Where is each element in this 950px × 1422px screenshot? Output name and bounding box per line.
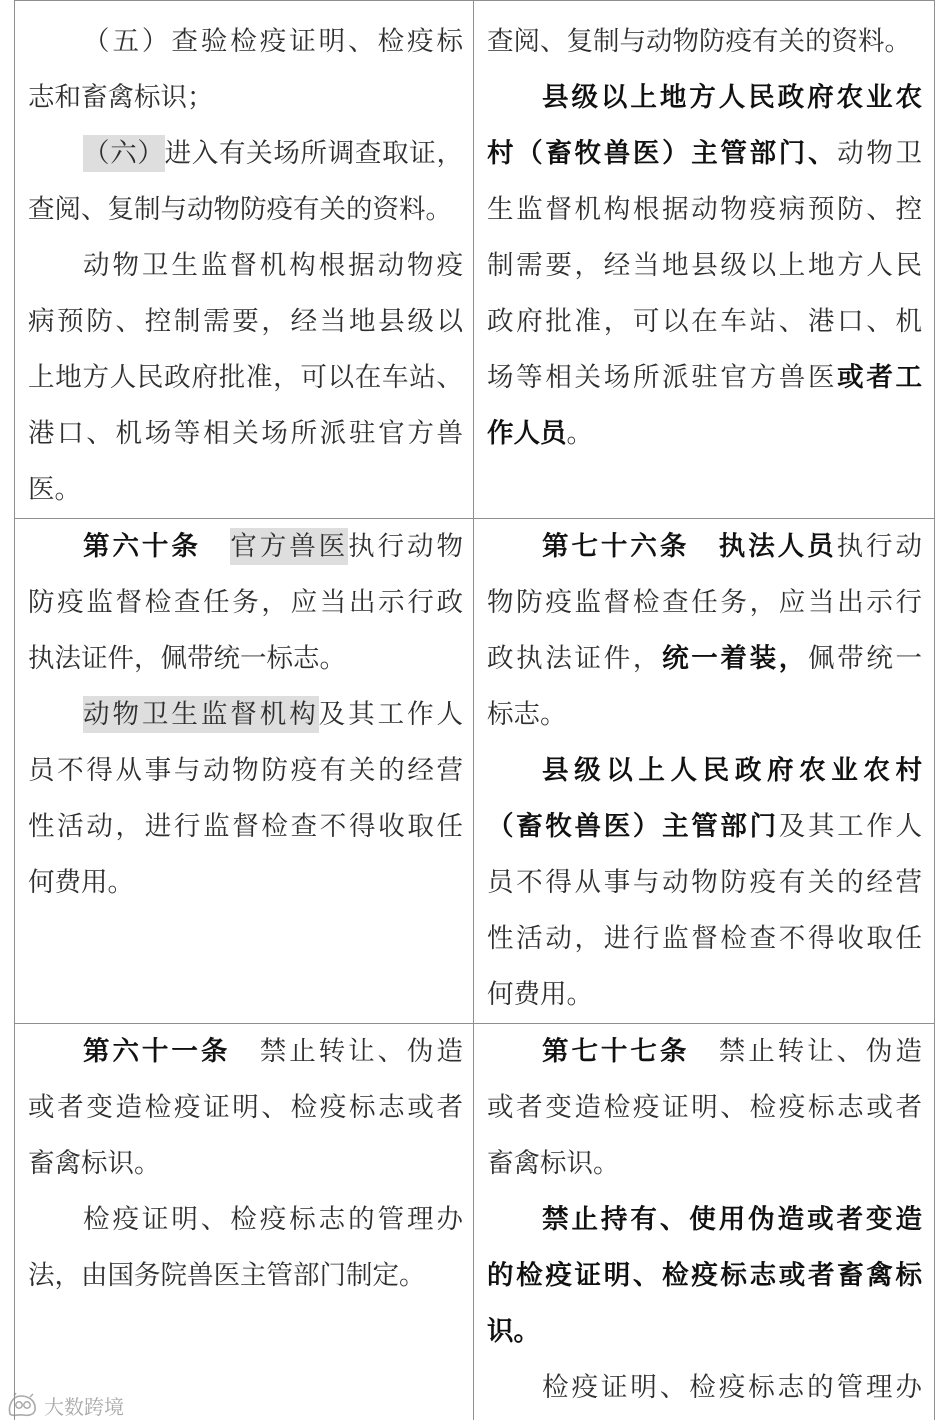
text-line (28, 406, 463, 462)
text-run: 动物卫 (837, 138, 922, 169)
bold-text: 统一着装， (662, 643, 808, 674)
text-line (487, 631, 922, 687)
text-line (487, 911, 922, 967)
comparison-table (14, 0, 935, 1420)
bold-text: 县级以上人民政府农业农村 (542, 755, 922, 786)
table-row (15, 519, 934, 1024)
table-row (15, 1024, 934, 1420)
text-line (28, 687, 463, 743)
text-line (28, 1024, 463, 1080)
text-line (487, 70, 922, 126)
text-line (28, 1136, 463, 1192)
text-run: 志和畜禽标识； (28, 82, 214, 113)
text-run: 性活动，进行监督检查不得收取任 (487, 923, 922, 954)
text-run: 禁止转让、伪造 (259, 1036, 463, 1067)
article-number: 第六十条 (83, 531, 231, 562)
text-run: 及其工作人 (318, 699, 463, 730)
watermark (6, 1392, 124, 1418)
text-line (487, 1136, 922, 1192)
left-column-cell (15, 1024, 474, 1420)
text-run: 何费用。 (28, 867, 134, 898)
text-run: 检疫证明、检疫标志的管理办 (542, 1372, 922, 1403)
text-line (28, 182, 463, 238)
left-column-cell (15, 519, 474, 1023)
text-run: 场等相关场所派驻官方兽医 (487, 362, 838, 393)
right-column-cell (474, 1, 934, 518)
text-run: 畜禽标识。 (487, 1148, 620, 1179)
text-line (28, 519, 463, 575)
text-line (28, 238, 463, 294)
text-line (487, 1248, 922, 1304)
highlighted-text: 官方兽医 (230, 528, 348, 565)
text-run: （五）查验检疫证明、检疫标 (83, 26, 463, 57)
text-run: 及其工作人 (778, 811, 922, 842)
bold-text: 的检疫证明、检疫标志或者畜禽标 (487, 1260, 922, 1291)
text-run: 港口、机场等相关场所派驻官方兽 (28, 418, 463, 449)
bold-text: 执法人员 (718, 531, 837, 562)
text-run: 政执法证件， (487, 643, 663, 674)
bold-text: 禁止持有、使用伪造或者变造 (542, 1204, 922, 1235)
text-run: 性活动，进行监督检查不得收取任 (28, 811, 463, 842)
text-line (28, 575, 463, 631)
highlighted-text: （六） (83, 135, 165, 172)
text-run: 防疫监督检查任务，应当出示行政 (28, 587, 463, 618)
highlighted-text: 动物卫生监督机构 (83, 696, 319, 733)
text-run: 或者变造检疫证明、检疫标志或者 (28, 1092, 463, 1123)
bold-text: 村（畜牧兽医）主管部门、 (487, 138, 838, 169)
text-line (487, 967, 922, 1023)
text-run: 何费用。 (487, 979, 593, 1010)
text-run: 查阅、复制与动物防疫有关的资料。 (28, 194, 452, 225)
text-line (487, 1360, 922, 1416)
text-line (487, 238, 922, 294)
text-line (487, 855, 922, 911)
text-line (487, 1024, 922, 1080)
text-line (487, 14, 922, 70)
text-run: 动物卫生监督机构根据动物疫 (83, 250, 463, 281)
text-line (487, 294, 922, 350)
bold-text: 县级以上地方人民政府农业农 (542, 82, 922, 113)
text-run: 法，由国务院兽医主管部门制定。 (28, 1260, 426, 1291)
text-line (28, 631, 463, 687)
text-line (28, 1080, 463, 1136)
text-line (487, 1192, 922, 1248)
text-run: 禁止转让、伪造 (718, 1036, 922, 1067)
text-run: 畜禽标识。 (28, 1148, 161, 1179)
text-run: 员不得从事与动物防疫有关的经营 (28, 755, 463, 786)
text-line (28, 70, 463, 126)
text-line (28, 743, 463, 799)
text-run: 或者变造检疫证明、检疫标志或者 (487, 1092, 922, 1123)
text-line (28, 1248, 463, 1304)
text-run: 生监督机构根据动物疫病预防、控 (487, 194, 922, 225)
text-run: 执行动物 (348, 531, 463, 562)
text-run: 员不得从事与动物防疫有关的经营 (487, 867, 922, 898)
text-line (28, 350, 463, 406)
left-column-cell (15, 1, 474, 518)
text-line (487, 519, 922, 575)
bold-text: 作人员 (487, 418, 567, 449)
text-run: 制需要，经当地县级以上地方人民 (487, 250, 922, 281)
bold-text: （畜牧兽医）主管部门 (487, 811, 779, 842)
mascot-logo-icon (6, 1392, 40, 1418)
text-run: 标志。 (487, 699, 567, 730)
text-run: 佩带统一 (807, 643, 922, 674)
text-run: 。 (566, 418, 593, 449)
text-line (28, 126, 463, 182)
right-column-cell (474, 519, 934, 1023)
text-line (28, 294, 463, 350)
table-row (15, 1, 934, 519)
text-line (487, 743, 922, 799)
text-run: 检疫证明、检疫标志的管理办 (83, 1204, 463, 1235)
text-run: 进入有关场所调查取证， (164, 138, 463, 169)
text-line (28, 799, 463, 855)
text-line (487, 350, 922, 406)
bold-text: 识。 (487, 1316, 540, 1347)
article-number: 第六十一条 (83, 1036, 260, 1067)
right-column-cell (474, 1024, 934, 1420)
text-line (487, 687, 922, 743)
text-run: 医。 (28, 474, 81, 505)
text-run: 查阅、复制与动物防疫有关的资料。 (487, 26, 911, 57)
text-line (487, 1080, 922, 1136)
text-run: 执法证件，佩带统一标志。 (28, 643, 346, 674)
text-line (487, 182, 922, 238)
text-line (487, 575, 922, 631)
text-line (487, 126, 922, 182)
text-run: 政府批准，可以在车站、港口、机 (487, 306, 922, 337)
article-number: 第七十七条 (542, 1036, 719, 1067)
text-run: 病预防、控制需要，经当地县级以 (28, 306, 463, 337)
text-run: 上地方人民政府批准，可以在车站、 (28, 362, 463, 393)
text-run: 执行动 (836, 531, 922, 562)
article-number: 第七十六条 (542, 531, 719, 562)
text-run: 物防疫监督检查任务，应当出示行 (487, 587, 922, 618)
text-line (487, 799, 922, 855)
text-line (28, 462, 463, 518)
text-line (487, 1304, 922, 1360)
text-line (28, 1192, 463, 1248)
watermark-text: 大数跨境 (44, 1394, 124, 1419)
text-line (28, 14, 463, 70)
text-line (487, 406, 922, 462)
bold-text: 或者工 (837, 362, 922, 393)
text-line (28, 855, 463, 911)
